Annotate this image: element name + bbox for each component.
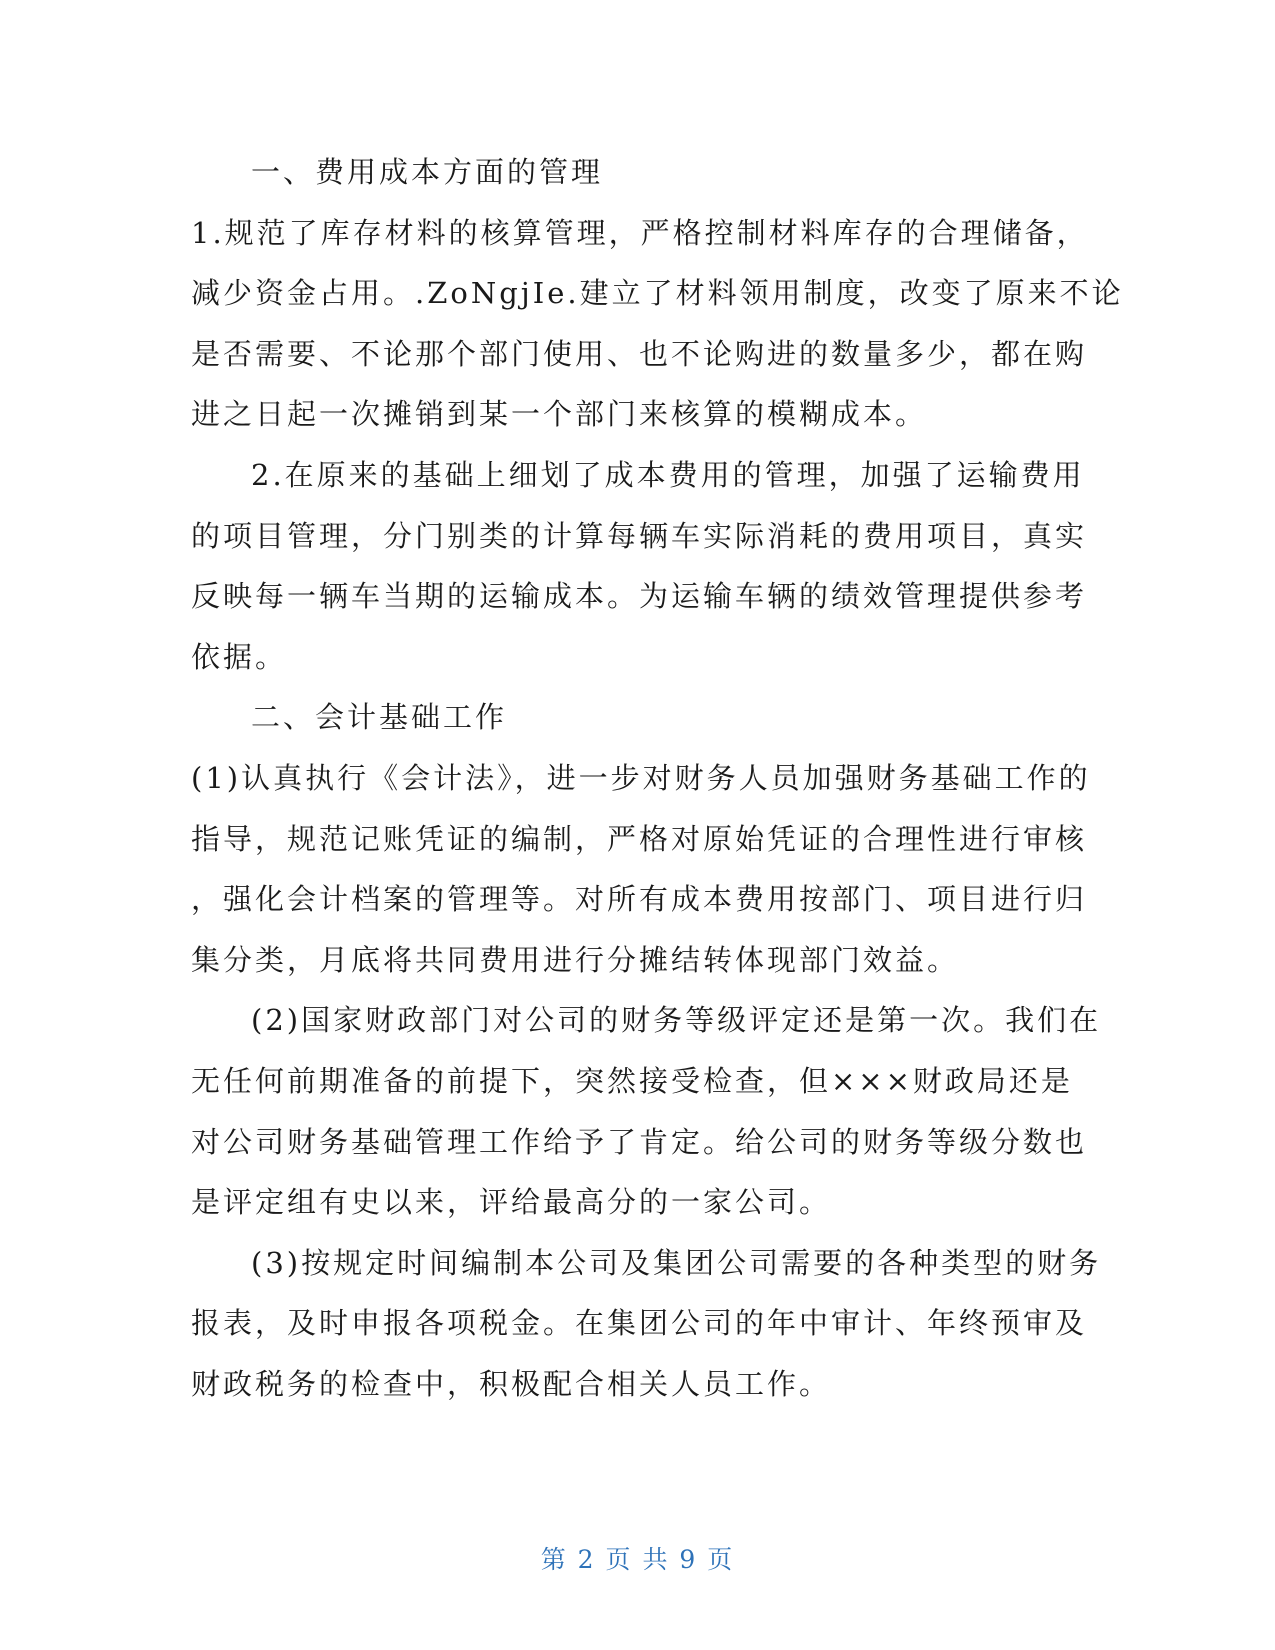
paragraph-line: 2.在原来的基础上细划了成本费用的管理，加强了运输费用 — [251, 457, 1085, 492]
paragraph-line: 减少资金占用。.ZoNgjIe.建立了材料领用制度，改变了原来不论 — [191, 276, 1124, 311]
paragraph-line: 的项目管理，分门别类的计算每辆车实际消耗的费用项目，真实 — [191, 518, 1088, 553]
paragraph-line: 是评定组有史以来，评给最高分的一家公司。 — [191, 1185, 832, 1220]
paragraph-line: 对公司财务基础管理工作给予了肯定。给公司的财务等级分数也 — [191, 1124, 1088, 1159]
paragraph-line: 进之日起一次摊销到某一个部门来核算的模糊成本。 — [191, 397, 928, 432]
paragraph-line: (1)认真执行《会计法》，进一步对财务人员加强财务基础工作的 — [191, 760, 1091, 795]
paragraph-line: (3)按规定时间编制本公司及集团公司需要的各种类型的财务 — [251, 1245, 1102, 1280]
paragraph-line: 财政税务的检查中，积极配合相关人员工作。 — [191, 1366, 832, 1401]
section-heading-accounting-basics: 二、会计基础工作 — [251, 700, 508, 735]
paragraph-line: 依据。 — [191, 639, 288, 674]
paragraph-line: 反映每一辆车当期的运输成本。为运输车辆的绩效管理提供参考 — [191, 579, 1088, 614]
page-number-footer: 第 2 页 共 9 页 — [540, 1545, 735, 1574]
document-body — [191, 142, 1124, 1414]
paragraph-line: 集分类，月底将共同费用进行分摊结转体现部门效益。 — [191, 942, 960, 977]
paragraph-line: ，强化会计档案的管理等。对所有成本费用按部门、项目进行归 — [191, 882, 1088, 917]
paragraph-line: 无任何前期准备的前提下，突然接受检查，但×××财政局还是 — [191, 1063, 1073, 1098]
paragraph-line: (2)国家财政部门对公司的财务等级评定还是第一次。我们在 — [251, 1003, 1102, 1038]
paragraph-line: 是否需要、不论那个部门使用、也不论购进的数量多少，都在购 — [191, 336, 1088, 371]
paragraph-line: 1.规范了库存材料的核算管理，严格控制材料库存的合理储备， — [191, 215, 1089, 250]
paragraph-line: 指导，规范记账凭证的编制，严格对原始凭证的合理性进行审核 — [191, 821, 1088, 856]
section-heading-cost-management: 一、费用成本方面的管理 — [251, 155, 604, 189]
paragraph-line: 报表，及时申报各项税金。在集团公司的年中审计、年终预审及 — [191, 1306, 1088, 1341]
